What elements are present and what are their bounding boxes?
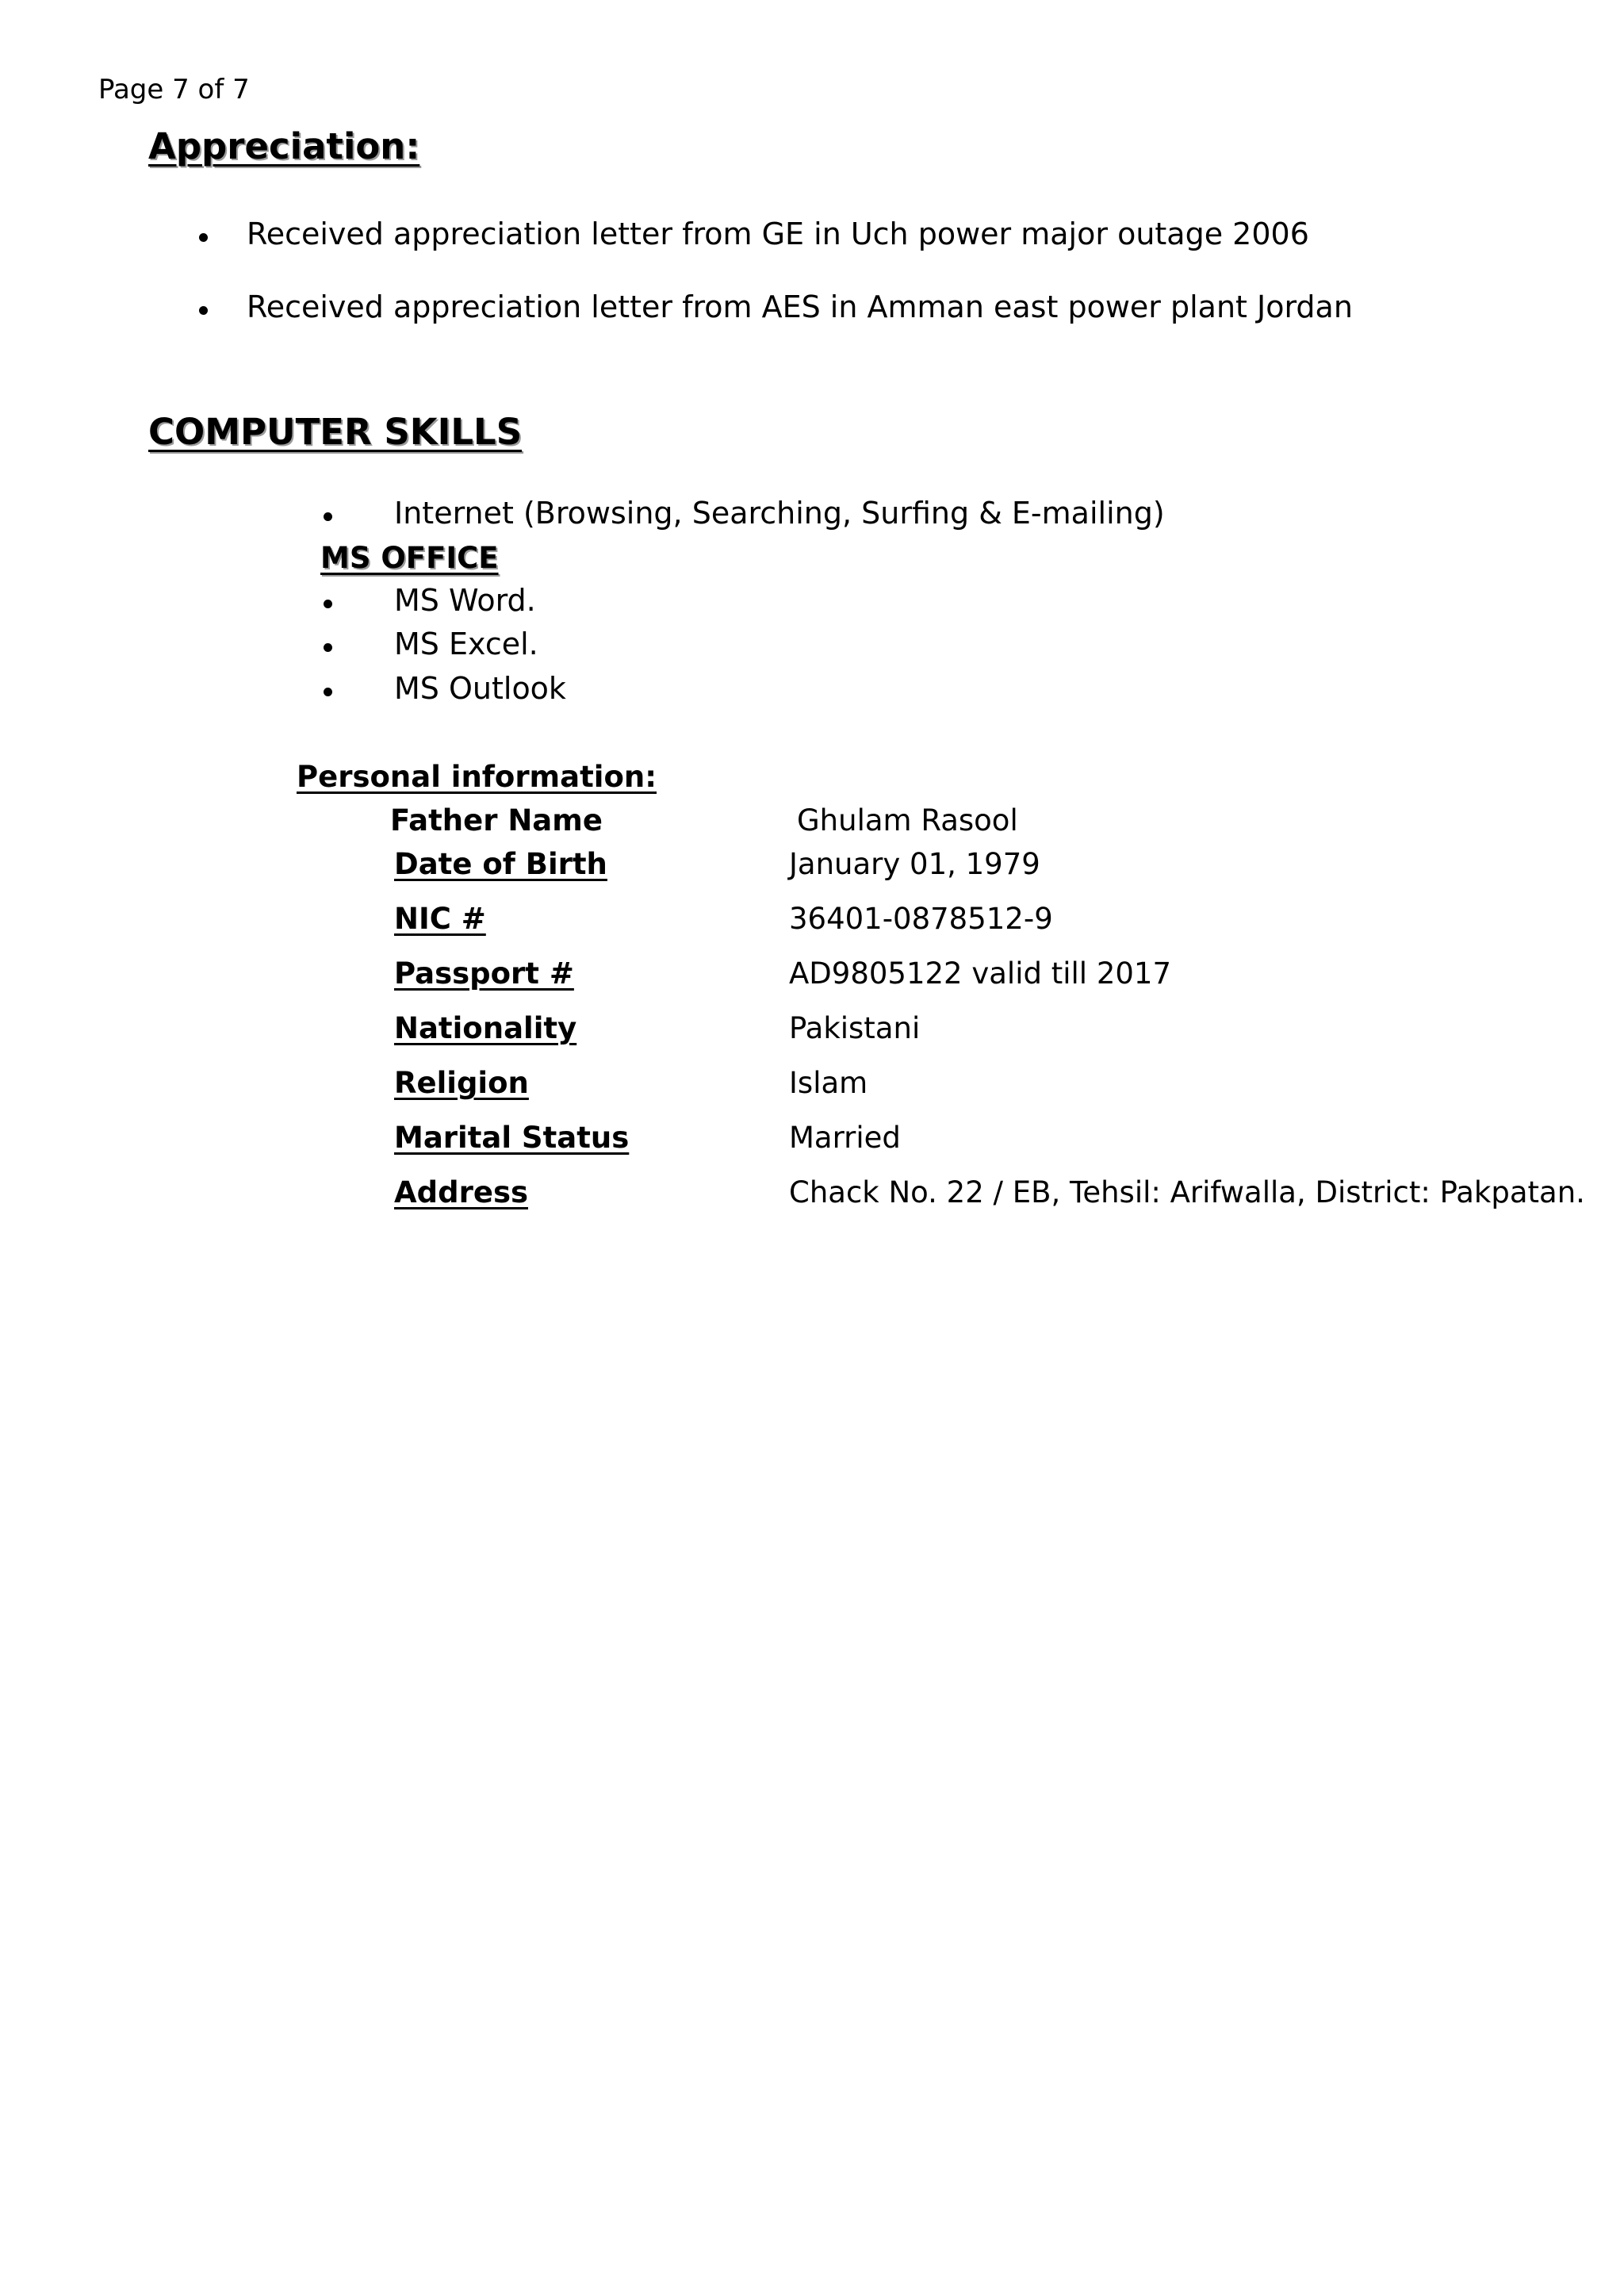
info-value: Chack No. 22 / EB, Tehsil: Arifwalla, District: Pakpatan. (789, 1175, 1585, 1209)
appreciation-item-text: Received appreciation letter from AES in Amman east power plant Jordan (247, 289, 1353, 324)
bullet-icon (324, 643, 332, 652)
info-label: Religion (394, 1066, 529, 1100)
info-label: NIC # (394, 902, 486, 936)
info-label: Nationality (394, 1011, 577, 1045)
info-value: Islam (789, 1066, 868, 1100)
info-label: Address (394, 1175, 528, 1209)
info-label: Father Name (390, 803, 603, 838)
info-value: Ghulam Rasool (797, 803, 1018, 838)
bullet-icon (199, 306, 208, 315)
appreciation-heading: Appreciation: (148, 125, 420, 167)
ms-office-item-text: MS Outlook (394, 671, 566, 706)
info-label: Marital Status (394, 1121, 630, 1155)
bullet-icon (324, 512, 332, 521)
info-value: Married (789, 1121, 901, 1155)
info-value: AD9805122 valid till 2017 (789, 956, 1171, 991)
appreciation-item-text: Received appreciation letter from GE in Uch power major outage 2006 (247, 217, 1309, 251)
ms-office-heading: MS OFFICE (320, 541, 499, 575)
bullet-icon (324, 600, 332, 608)
info-value: 36401-0878512-9 (789, 902, 1053, 936)
info-label: Date of Birth (394, 847, 607, 881)
ms-office-item-text: MS Excel. (394, 627, 538, 661)
personal-info-heading: Personal information: (297, 760, 657, 794)
bullet-icon (199, 233, 208, 242)
info-value: January 01, 1979 (789, 847, 1040, 881)
info-label: Passport # (394, 956, 574, 991)
page-number: Page 7 of 7 (98, 74, 250, 105)
bullet-icon (324, 688, 332, 696)
info-value: Pakistani (789, 1011, 921, 1045)
ms-office-item-text: MS Word. (394, 583, 536, 618)
computer-skills-heading: COMPUTER SKILLS (148, 411, 523, 453)
skill-item-text: Internet (Browsing, Searching, Surfing & E-mailing) (394, 496, 1165, 531)
